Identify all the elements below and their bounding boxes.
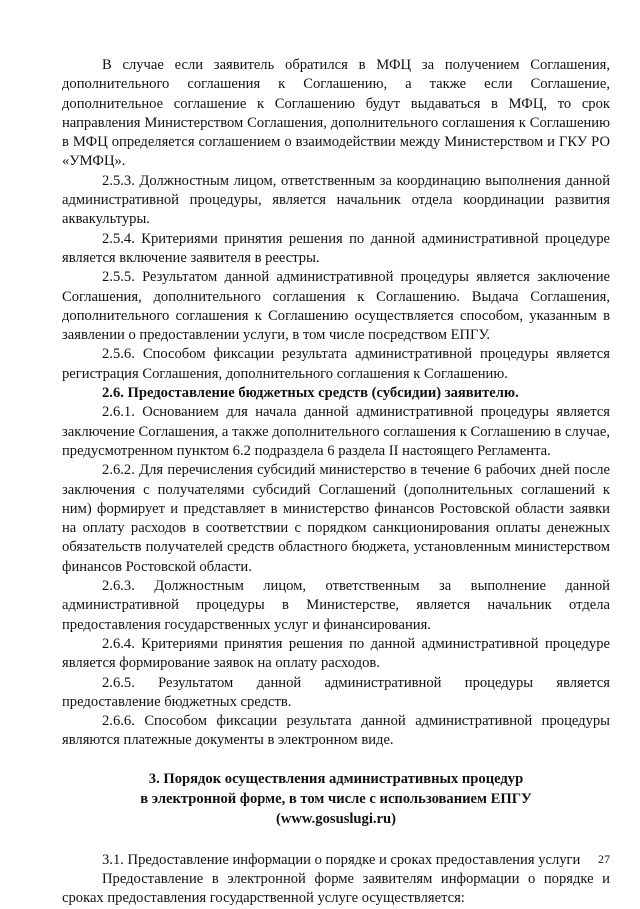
paragraph-2-6-6: 2.6.6. Способом фиксации результата данной административной процедуры являются платежные документы в электронном виде. bbox=[62, 713, 610, 749]
section-3-heading-line-3: (www.gosuslugi.ru) bbox=[275, 810, 396, 827]
paragraph-2-5-3: 2.5.3. Должностным лицом, ответственным за координацию выполнения данной административной процедуры, является начальник отдела координации развития аквакультуры. bbox=[62, 172, 610, 228]
paragraph-2-6-4: 2.6.4. Критериями принятия решения по данной административной процедуре является формирование заявок на оплату расходов. bbox=[62, 635, 610, 672]
heading-2-6: 2.6. Предоставление бюджетных средств (субсидии) заявителю. bbox=[102, 385, 519, 402]
paragraph-3-1: 3.1. Предоставление информации о порядке и сроках предоставления услуги bbox=[102, 851, 581, 868]
section-3-heading-line-1: 3. Порядок осуществления административных процедур bbox=[148, 770, 524, 787]
section-3-heading bbox=[62, 769, 610, 829]
document-page bbox=[62, 56, 610, 909]
paragraph-2-6-2: 2.6.2. Для перечисления субсидий министерство в течение 6 рабочих дней после заключения с получателями субсидий Соглашений (дополнительных соглашений к ним) формирует и представляет в министерство финансов Ростовской области заявки на оплату расходов в соответствии с порядком санкционирования оплаты денежных обязательств получателей средств областного бюджета, установленным министерством финансов Ростовской области. bbox=[62, 462, 610, 575]
paragraph-3-1-body: Предоставление в электронной форме заявителям информации о порядке и сроках предоставления государственной услуге осуществляется: bbox=[62, 870, 610, 907]
paragraph-2-6-3: 2.6.3. Должностным лицом, ответственным за выполнение данной административной процедуры в Министерстве, является начальник отдела предоставления государственных услуг и финансирования. bbox=[62, 578, 610, 633]
paragraph-2-5-4: 2.5.4. Критериями принятия решения по данной административной процедуре является включение заявителя в реестры. bbox=[62, 230, 610, 266]
paragraph-2-6-1: 2.6.1. Основанием для начала данной административной процедуры является заключение Соглашения, а также дополнительного соглашения к Соглашению в случае, предусмотренном пунктом 6.2 подраздела 6 раздела II настоящего Регламента. bbox=[62, 404, 610, 459]
paragraph-2-6-5: 2.6.5. Результатом данной административной процедуры является предоставление бюджетных средств. bbox=[62, 674, 610, 710]
paragraph-2-5-6: 2.5.6. Способом фиксации результата административной процедуры является регистрация Соглашения, дополнительного соглашения к Соглашению. bbox=[62, 346, 610, 382]
paragraph-mfc-agreement: В случае если заявитель обратился в МФЦ за получением Соглашения, дополнительного соглашения к Соглашению, а также если Соглашение, дополнительное соглашение к Соглашению будут выдаваться в МФЦ, то срок направления Министерством Соглашения, дополнительного соглашения к Соглашению в МФЦ определяется соглашением о взаимодействии между Министерством и ГКУ РО «УМФЦ». bbox=[62, 57, 610, 170]
page-number: 27 bbox=[598, 852, 610, 866]
paragraph-2-5-5: 2.5.5. Результатом данной административной процедуры является заключение Соглашения, дополнительного соглашения к Соглашению. Выдача Соглашения, дополнительного соглашения к Соглашению осуществляется способом, указанным в заявлении о предоставлении услуги, в том числе посредством ЕПГУ. bbox=[62, 269, 610, 344]
section-3-heading-line-2: в электронной форме, в том числе с использованием ЕПГУ bbox=[140, 790, 532, 807]
